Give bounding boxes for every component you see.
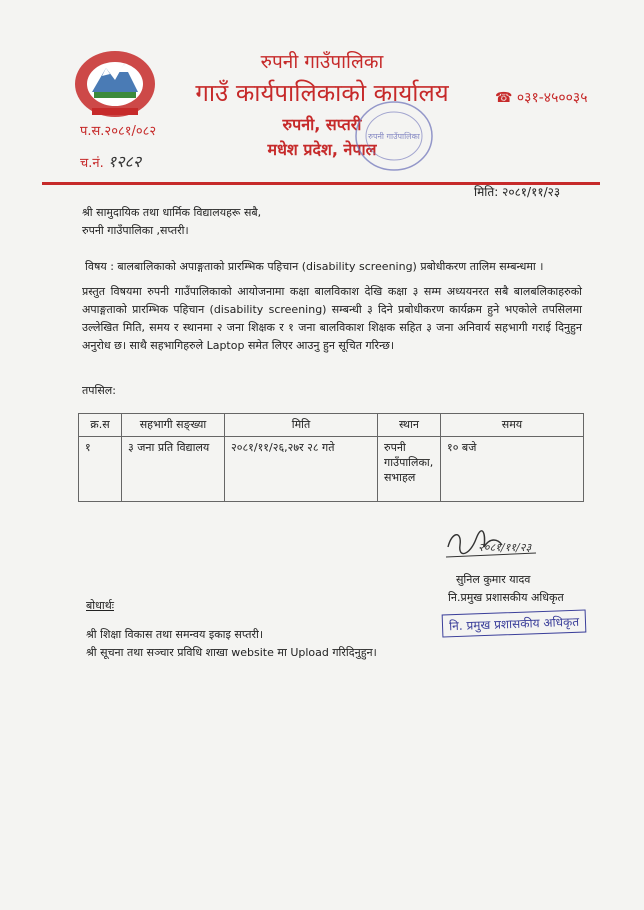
letter-date: मिति: २०८१/११/२३ <box>474 185 561 199</box>
dispatch-label: च.नं. <box>80 156 104 171</box>
col-header-date: मिति <box>225 414 378 437</box>
municipality-district: रुपनी, सप्तरी <box>282 115 362 134</box>
signatory-name: सुनिल कुमार यादव <box>456 573 531 586</box>
cc-item: श्री शिक्षा विकास तथा समन्वय इकाइ सप्तरी। <box>86 628 264 641</box>
signatory-title: नि.प्रमुख प्रशासकीय अधिकृत <box>448 591 564 604</box>
dispatch-number: १२८२ <box>107 152 142 171</box>
details-table <box>78 413 584 502</box>
fiscal-year: प.स.२०८१/०८२ <box>80 124 157 139</box>
cc-label: बोधार्थः <box>86 599 114 612</box>
col-header-time: समय <box>441 414 584 437</box>
col-header-serial: क्र.स <box>79 414 122 437</box>
phone-number <box>495 88 587 107</box>
addressee-block <box>82 204 261 240</box>
letter-subject: विषय : बालबालिकाको अपाङ्गताको प्रारम्भिक पहिचान (disability screening) प्रबोधीकरण तालिम सम्बन्धमा । <box>85 260 544 273</box>
table-header-row <box>79 414 584 437</box>
letter-body-paragraph: प्रस्तुत विषयमा रुपनी गाउँपालिकाको आयोजनामा कक्षा बालविकाश देखि कक्षा ३ सम्म अध्ययनरत सबै बालबलिकाहरुको अपाङ्गताको प्रारम्भिक पहिचान (disability screening) सम्बन्धी ३ दिने प्रबोधीकरण कार्यक्रम हुने भएकोले तपसिलमा उल्लेखित मिति, समय र स्थानमा २ जना शिक्षक र १ जना बालविकाश शिक्षक सहित ३ जना अनिवार्य सहभागी गराई दिनुहुन अनुरोध छ। साथै सहभागिहरुले Laptop समेत लिएर आउनु हुन सूचित गरिन्छ। <box>82 285 582 352</box>
addressee-line: रुपनी गाउँपालिका ,सप्तरी। <box>82 224 189 237</box>
round-seal-icon <box>352 98 436 174</box>
telephone-icon: ☎ <box>495 90 513 106</box>
details-label: तपसिल: <box>82 384 116 397</box>
handwritten-signature <box>440 525 540 569</box>
official-title-stamp: नि. प्रमुख प्रशासकीय अधिकृत <box>442 609 587 637</box>
table-row <box>79 437 584 502</box>
addressee-line: श्री सामुदायिक तथा धार्मिक विद्यालयहरू सबै, <box>82 206 262 219</box>
seal-text: रुपनी गाउँपालिका <box>368 132 420 141</box>
cc-list <box>86 626 377 662</box>
signature-date: २०८१/११/२३ <box>478 541 532 554</box>
cell-serial: १ <box>79 437 122 502</box>
cell-venue: रुपनी गाउँपालिका, सभाहल <box>378 437 441 502</box>
cell-time: १० बजे <box>441 437 584 502</box>
province-country: मधेश प्रदेश, नेपाल <box>267 140 377 159</box>
org-name: रुपनी गाउँपालिका <box>260 51 384 73</box>
office-title: गाउँ कार्यपालिकाको कार्यालय <box>195 79 449 107</box>
cell-date: २०८१/११/२६,२७र २८ गते <box>225 437 378 502</box>
cc-item: श्री सूचना तथा सञ्चार प्रविधि शाखा website मा Upload गरिदिनुहुन। <box>86 646 377 659</box>
dispatch-number-line <box>80 150 141 172</box>
cell-participants: ३ जना प्रति विद्यालय <box>122 437 225 502</box>
phone-value: ०३१-४५००३५ <box>516 90 588 106</box>
col-header-venue: स्थान <box>378 414 441 437</box>
col-header-participants: सहभागी सङ्ख्या <box>122 414 225 437</box>
